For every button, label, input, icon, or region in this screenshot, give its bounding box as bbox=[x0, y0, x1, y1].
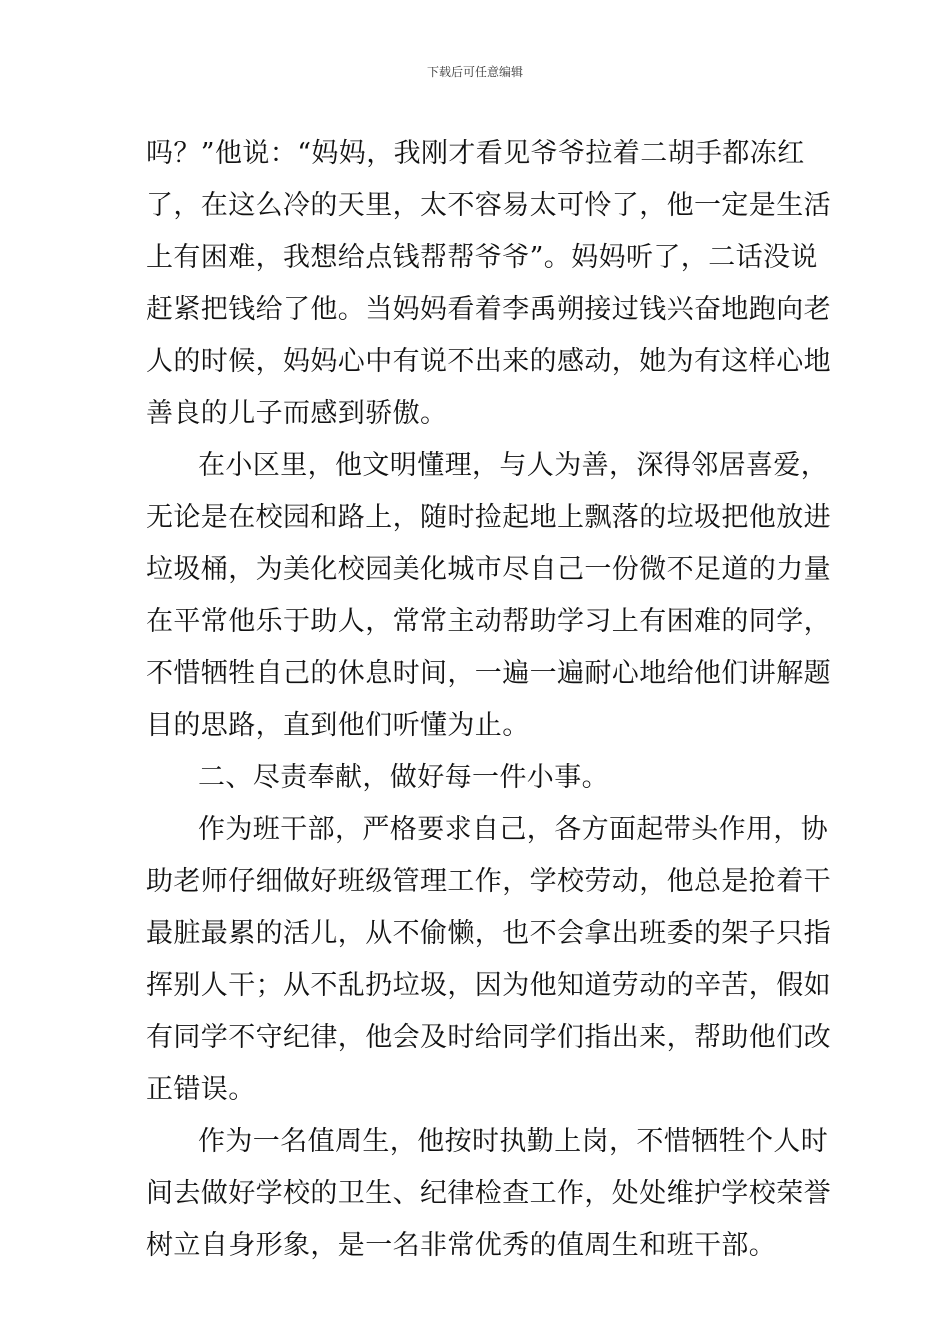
section-heading bbox=[146, 752, 806, 804]
document-body bbox=[146, 128, 831, 1272]
text-line: 最脏最累的活儿，从不偷懒，也不会拿出班委的架子只指 bbox=[146, 918, 831, 949]
page-header: 下载后可任意编辑 bbox=[426, 65, 523, 79]
text-line: 树立自身形象，是一名非常优秀的值周生和班干部。 bbox=[146, 1230, 777, 1261]
text-line: 垃圾桶，为美化校园美化城市尽自己一份微不足道的力量 bbox=[146, 554, 831, 585]
paragraph bbox=[146, 804, 831, 1116]
paragraph bbox=[146, 1116, 831, 1272]
text-line: 二、尽责奉献，做好每一件小事。 bbox=[198, 762, 609, 793]
text-line: 目的思路，直到他们听懂为止。 bbox=[146, 710, 530, 741]
text-line: 无论是在校园和路上，随时捡起地上飘落的垃圾把他放进 bbox=[146, 502, 831, 533]
text-line: 了，在这么冷的天里，太不容易太可怜了，他一定是生活 bbox=[146, 190, 831, 221]
text-line: 有同学不守纪律，他会及时给同学们指出来，帮助他们改 bbox=[146, 1022, 831, 1053]
text-line: 挥别人干；从不乱扔垃圾，因为他知道劳动的辛苦，假如 bbox=[146, 970, 831, 1001]
text-line: 作为班干部，严格要求自己，各方面起带头作用，协 bbox=[198, 814, 829, 845]
text-line: 人的时候，妈妈心中有说不出来的感动，她为有这样心地 bbox=[146, 346, 831, 377]
text-line: 不惜牺牲自己的休息时间，一遍一遍耐心地给他们讲解题 bbox=[146, 658, 831, 689]
paragraph bbox=[146, 440, 831, 752]
text-line: 在小区里，他文明懂理，与人为善，深得邻居喜爱， bbox=[198, 450, 829, 481]
text-line: 助老师仔细做好班级管理工作，学校劳动，他总是抢着干 bbox=[146, 866, 831, 897]
paragraph bbox=[146, 128, 831, 440]
text-line: 上有困难，我想给点钱帮帮爷爷”。妈妈听了，二话没说 bbox=[146, 242, 818, 273]
text-line: 作为一名值周生，他按时执勤上岗，不惜牺牲个人时 bbox=[198, 1126, 829, 1157]
text-line: 赶紧把钱给了他。当妈妈看着李禹朔接过钱兴奋地跑向老 bbox=[146, 294, 831, 325]
text-line: 在平常他乐于助人，常常主动帮助学习上有困难的同学， bbox=[146, 606, 831, 637]
text-line: 善良的儿子而感到骄傲。 bbox=[146, 398, 448, 429]
text-line: 正错误。 bbox=[146, 1074, 256, 1105]
text-line: 间去做好学校的卫生、纪律检查工作，处处维护学校荣誉 bbox=[146, 1178, 831, 1209]
text-line: 吗？”他说：“妈妈，我刚才看见爷爷拉着二胡手都冻红 bbox=[146, 138, 805, 169]
